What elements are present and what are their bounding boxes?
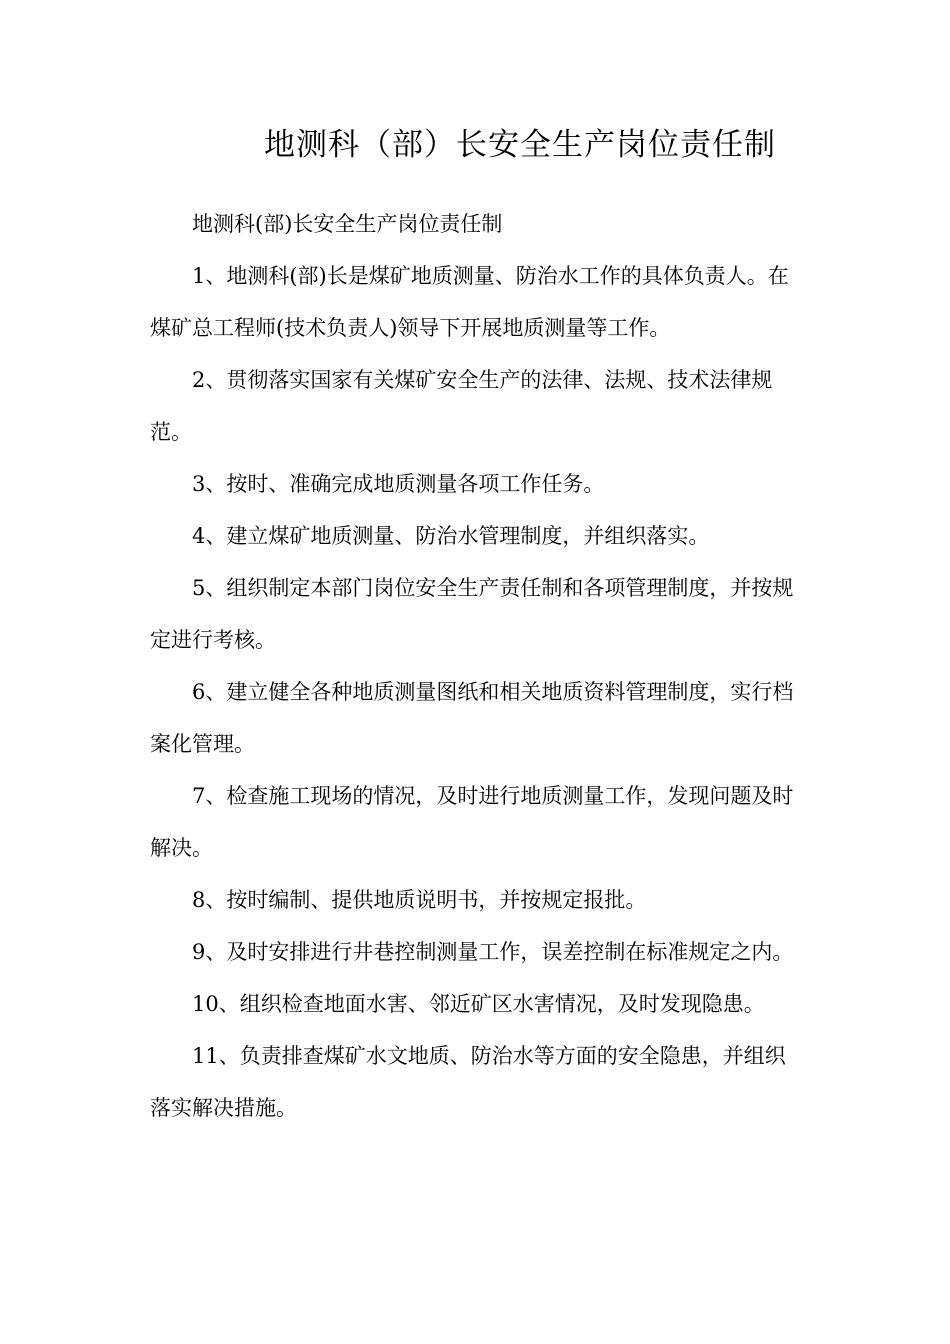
paragraph-item-10: 10、组织检查地面水害、邻近矿区水害情况，及时发现隐患。 (192, 992, 765, 1016)
paragraph-item-5: 5、组织制定本部门岗位安全生产责任制和各项管理制度，并按规定进行考核。 (150, 576, 794, 652)
document-title: 地测科（部）长安全生产岗位责任制 (264, 127, 776, 163)
paragraph-item-6: 6、建立健全各种地质测量图纸和相关地质资料管理制度，实行档案化管理。 (150, 680, 794, 756)
paragraph-item-9: 9、及时安排进行井巷控制测量工作，误差控制在标准规定之内。 (192, 940, 794, 964)
paragraph-item-8: 8、按时编制、提供地质说明书，并按规定报批。 (192, 888, 647, 912)
paragraph-item-11: 11、负责排查煤矿水文地质、防治水等方面的安全隐患，并组织落实解决措施。 (150, 1044, 786, 1120)
paragraph-subtitle: 地测科(部)长安全生产岗位责任制 (192, 212, 503, 236)
paragraph-item-1: 1、地测科(部)长是煤矿地质测量、防治水工作的具体负责人。在煤矿总工程师(技术负责人)领导下开展地质测量等工作。 (150, 264, 789, 340)
paragraph-item-4: 4、建立煤矿地质测量、防治水管理制度，并组织落实。 (192, 524, 710, 548)
document-page (150, 118, 800, 1134)
paragraph-item-3: 3、按时、准确完成地质测量各项工作任务。 (192, 472, 605, 496)
paragraph-item-2: 2、贯彻落实国家有关煤矿安全生产的法律、法规、技术法律规范。 (150, 368, 773, 444)
paragraph-item-7: 7、检查施工现场的情况，及时进行地质测量工作，发现问题及时解决。 (150, 784, 794, 860)
